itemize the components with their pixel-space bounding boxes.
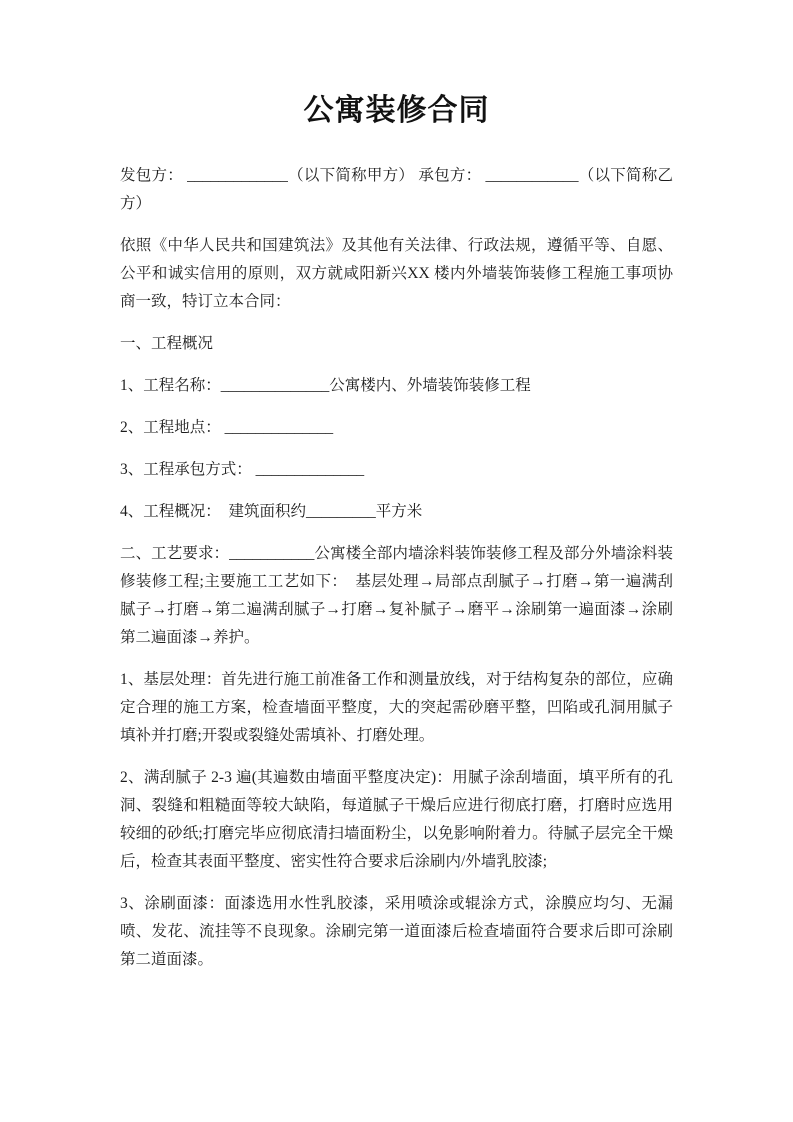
- section-2-process-requirements: 二、工艺要求：___________公寓楼全部内墙涂料装饰装修工程及部分外墙涂料装修装修工程;主要施工工艺如下： 基层处理→局部点刮腻子→打磨→第一遍满刮腻子→打磨→第二遍满刮腻子→打磨→复补腻子→磨平→涂刷第一遍面漆→涂刷第二遍面漆→养护。: [120, 545, 673, 646]
- section-1-heading: 一、工程概况: [120, 335, 214, 352]
- project-overview-line: 4、工程概况： 建筑面积约_________平方米: [120, 503, 423, 520]
- project-name-line: 1、工程名称：______________公寓楼内、外墙装饰装修工程: [120, 377, 531, 394]
- preamble-paragraph: 依照《中华人民共和国建筑法》及其他有关法律、行政法规，遵循平等、自愿、公平和诚实信用的原则，双方就咸阳新兴XX 楼内外墙装饰装修工程施工事项协商一致，特订立本合同：: [120, 237, 673, 310]
- step-2-putty-paragraph: 2、满刮腻子 2-3 遍(其遍数由墙面平整度决定)：用腻子涂刮墙面，填平所有的孔洞、裂缝和粗糙面等较大缺陷，每道腻子干燥后应进行彻底打磨，打磨时应选用较细的砂纸;打磨完毕应彻底清扫墙面粉尘，以免影响附着力。待腻子层完全干燥后，检查其表面平整度、密实性符合要求后涂刷内/外墙乳胶漆;: [120, 769, 673, 870]
- contract-title: 公寓装修合同: [303, 94, 490, 127]
- contracting-method-line: 3、工程承包方式： ______________: [120, 461, 365, 478]
- step-1-base-treatment-paragraph: 1、基层处理：首先进行施工前准备工作和测量放线，对于结构复杂的部位，应确定合理的施工方案，检查墙面平整度，大的突起需砂磨平整，凹陷或孔洞用腻子填补并打磨;开裂或裂缝处需填补、打磨处理。: [120, 671, 673, 744]
- project-location-line: 2、工程地点： ______________: [120, 419, 334, 436]
- step-3-topcoat-paragraph: 3、涂刷面漆：面漆选用水性乳胶漆，采用喷涂或辊涂方式，涂膜应均匀、无漏喷、发花、流挂等不良现象。涂刷完第一道面漆后检查墙面符合要求后即可涂刷第二道面漆。: [120, 895, 673, 968]
- parties-line: 发包方： _____________（以下简称甲方） 承包方： ____________（以下简称乙方）: [120, 167, 673, 212]
